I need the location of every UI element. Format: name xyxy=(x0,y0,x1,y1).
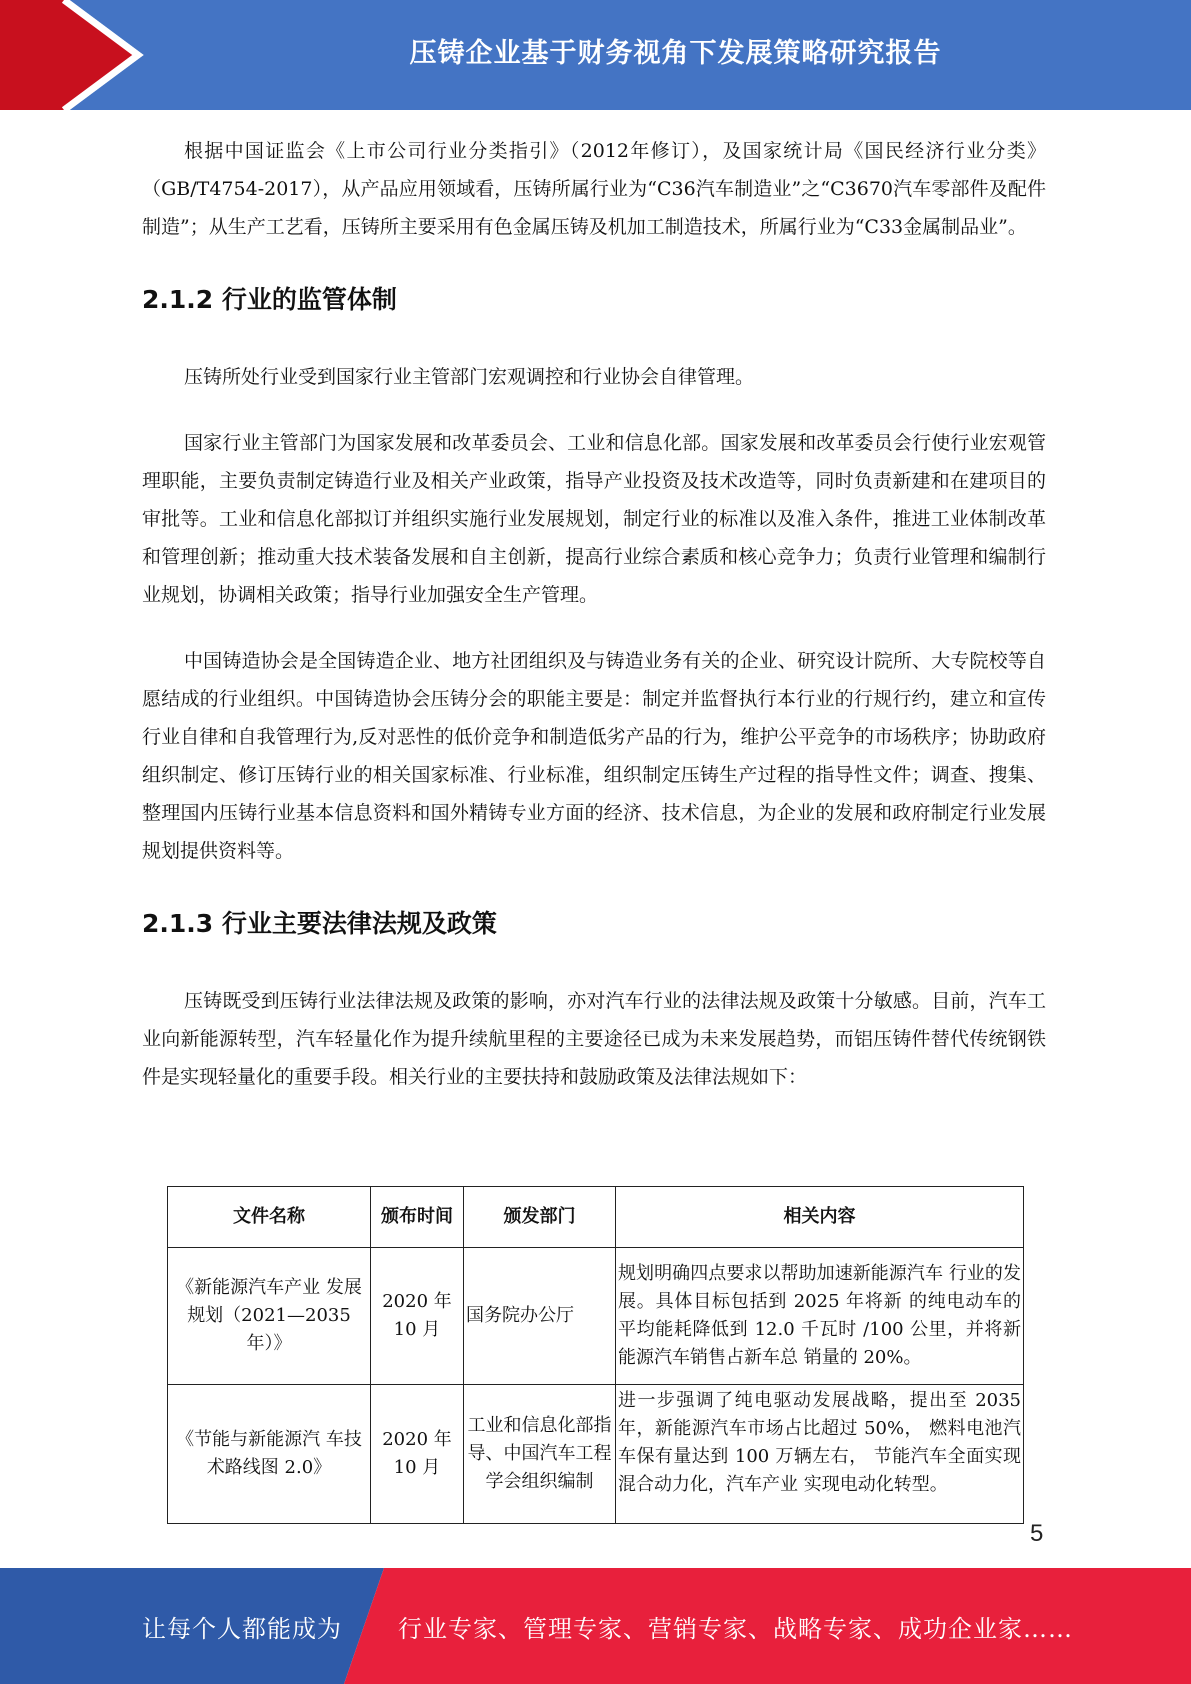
page-header xyxy=(0,0,1191,110)
cell-date: 2020 年 10 月 xyxy=(371,1385,464,1524)
column-header-dept: 颁发部门 xyxy=(464,1187,616,1248)
page-number: 5 xyxy=(1030,1520,1044,1547)
footer-slogan-right: 行业专家、管理专家、营销专家、战略专家、成功企业家…… xyxy=(398,1614,1073,1643)
document-body xyxy=(142,132,1046,1124)
paragraph: 中国铸造协会是全国铸造企业、地方社团组织及与铸造业务有关的企业、研究设计院所、大专院校等自愿结成的行业组织。中国铸造协会压铸分会的职能主要是：制定并监督执行本行业的行规行约，建立和宣传行业自律和自我管理行为,反对恶性的低价竞争和制造低劣产品的行为，维护公平竞争的市场秩序；协助政府组织制定、修订压铸行业的相关国家标准、行业标准，组织制定压铸生产过程的指导性文件；调查、搜集、整理国内压铸行业基本信息资料和国外精铸专业方面的经济、技术信息，为企业的发展和政府制定行业发展规划提供资料等。 xyxy=(142,650,1046,862)
policy-table xyxy=(167,1186,1024,1524)
cell-date: 2020 年 10 月 xyxy=(371,1248,464,1385)
cell-dept: 国务院办公厅 xyxy=(464,1248,616,1385)
section-heading-2-1-3: 2.1.3 行业主要法律法规及政策 xyxy=(142,909,497,938)
cell-content: 规划明确四点要求以帮助加速新能源汽车 行业的发展。具体目标包括到 2025 年将新 的纯电动车的平均能耗降低到 12.0 千瓦时 /100 公里，并将新能源汽车销售占新车总 销量的 20%。 xyxy=(616,1248,1024,1385)
table-header-row xyxy=(168,1187,1024,1248)
header-arrow-icon xyxy=(0,0,160,110)
column-header-content: 相关内容 xyxy=(616,1187,1024,1248)
table-row xyxy=(168,1385,1024,1524)
cell-name: 《节能与新能源汽 车技术路线图 2.0》 xyxy=(168,1385,371,1524)
paragraph: 压铸所处行业受到国家行业主管部门宏观调控和行业协会自律管理。 xyxy=(184,366,755,388)
table-row xyxy=(168,1248,1024,1385)
footer-slogan-left: 让每个人都能成为 xyxy=(142,1614,342,1643)
cell-name: 《新能源汽车产业 发展规划（2021—2035 年）》 xyxy=(168,1248,371,1385)
cell-content: 进一步强调了纯电驱动发展战略，提出至 2035 年，新能源汽车市场占比超过 50%， 燃料电池汽车保有量达到 100 万辆左右， 节能汽车全面实现混合动力化，汽车产业 实现电动化转型。 xyxy=(616,1385,1024,1524)
paragraph: 国家行业主管部门为国家发展和改革委员会、工业和信息化部。国家发展和改革委员会行使行业宏观管理职能，主要负责制定铸造行业及相关产业政策，指导产业投资及技术改造等，同时负责新建和在建项目的审批等。工业和信息化部拟订并组织实施行业发展规划，制定行业的标准以及准入条件，推进工业体制改革和管理创新；推动重大技术装备发展和自主创新，提高行业综合素质和核心竞争力；负责行业管理和编制行业规划，协调相关政策；指导行业加强安全生产管理。 xyxy=(142,432,1046,606)
column-header-date: 颁布时间 xyxy=(371,1187,464,1248)
paragraph: 压铸既受到压铸行业法律法规及政策的影响，亦对汽车行业的法律法规及政策十分敏感。目前，汽车工业向新能源转型，汽车轻量化作为提升续航里程的主要途径已成为未来发展趋势，而铝压铸件替代传统钢铁件是实现轻量化的重要手段。相关行业的主要扶持和鼓励政策及法律法规如下： xyxy=(142,990,1046,1088)
cell-dept: 工业和信息化部指导、中国汽车工程学会组织编制 xyxy=(464,1385,616,1524)
column-header-name: 文件名称 xyxy=(168,1187,371,1248)
intro-paragraph: 根据中国证监会《上市公司行业分类指引》（2012年修订），及国家统计局《国民经济行业分类》（GB/T4754-2017），从产品应用领域看，压铸所属行业为“C36汽车制造业”之“C3670汽车零部件及配件制造”；从生产工艺看，压铸所主要采用有色金属压铸及机加工制造技术，所属行业为“C33金属制品业”。 xyxy=(142,140,1046,238)
page-footer xyxy=(0,1568,1191,1684)
document-title: 压铸企业基于财务视角下发展策略研究报告 xyxy=(409,37,942,69)
section-heading-2-1-2: 2.1.2 行业的监管体制 xyxy=(142,285,397,314)
